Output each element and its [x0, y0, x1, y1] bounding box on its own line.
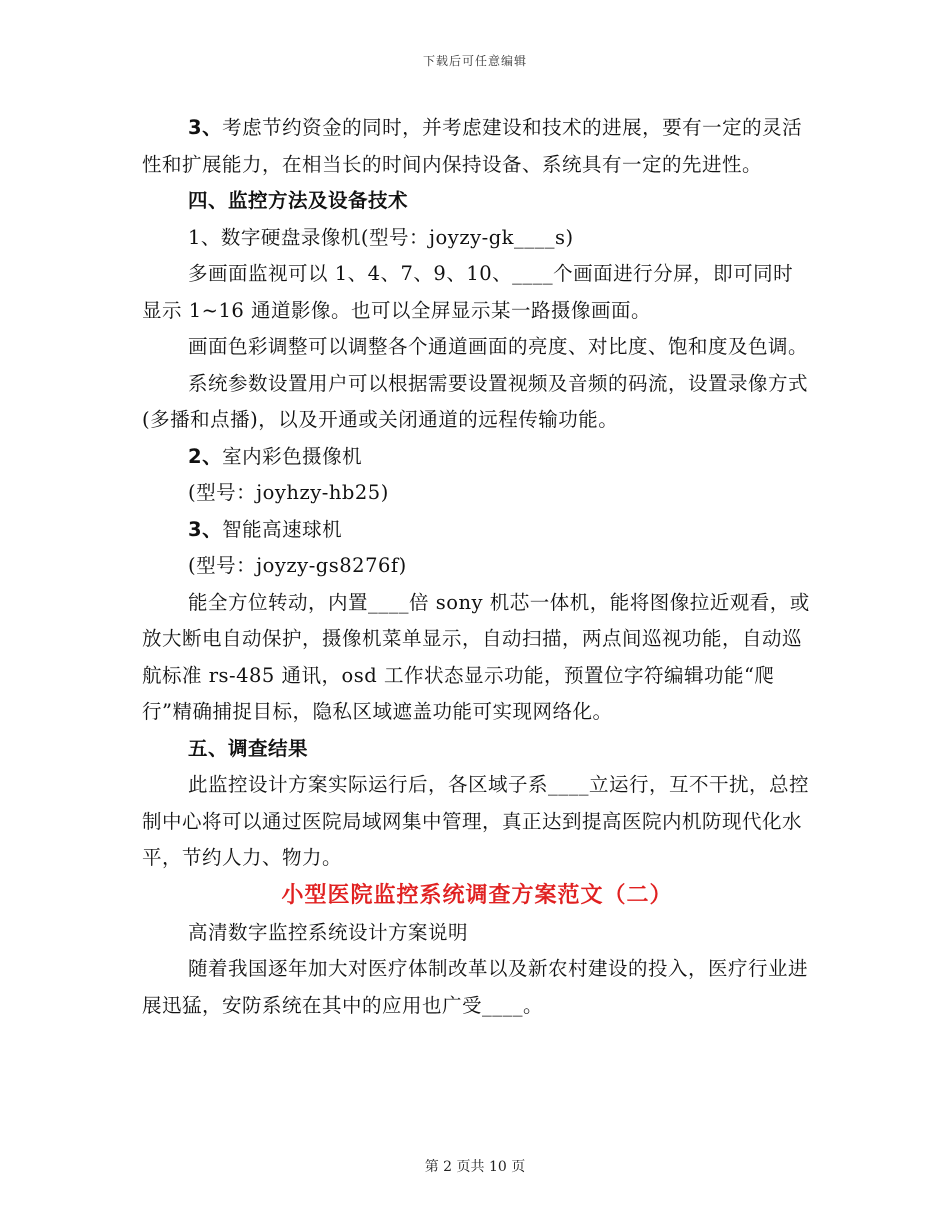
paragraph-indoor-camera-model: (型号：joyhzy-hb25) — [188, 481, 389, 504]
paragraph-hd-plan: 高清数字监控系统设计方案说明 — [188, 920, 469, 944]
list-number: 3、 — [188, 517, 223, 541]
heading-section-4: 四、监控方法及设备技术 — [188, 189, 409, 212]
paragraph-intro: 随着我国逐年加大对医疗体制改革以及新农村建设的投入，医疗行业进展迅猛，安防系统在其中的应用也广受____。 — [142, 957, 809, 1017]
heading-section-5: 五、调查结果 — [188, 736, 309, 760]
document-body — [142, 110, 812, 1024]
list-number: 2、 — [188, 444, 223, 468]
paragraph-speed-dome-model: (型号：joyzy-gs8276f) — [188, 554, 407, 577]
paragraph-results: 此监控设计方案实际运行后，各区域子系____立运行，互不干扰，总控制中心将可以通过医院局域网集中管理，真正达到提高医院内机防现代化水平，节约人力、物力。 — [142, 773, 810, 869]
paragraph-text: 考虑节约资金的同时，并考虑建设和技术的进展，要有一定的灵活性和扩展能力，在相当长的时间内保持设备、系统具有一定的先进性。 — [142, 116, 803, 176]
paragraph-text: 室内彩色摄像机 — [222, 444, 363, 468]
paragraph-color-adjust: 画面色彩调整可以调整各个通道画面的亮度、对比度、饱和度及色调。 — [188, 335, 809, 358]
page-footer: 第 2 页共 10 页 — [424, 1159, 526, 1175]
paragraph-multiscreen: 多画面监视可以 1、4、7、9、10、____个画面进行分屏，即可同时显示 1~16 通道影像。也可以全屏显示某一路摄像画面。 — [142, 262, 794, 322]
list-number: 3、 — [188, 116, 223, 139]
paragraph-speed-dome-features: 能全方位转动，内置____倍 sony 机芯一体机，能将图像拉近观看，或放大断电自动保护，摄像机菜单显示，自动扫描，两点间巡视功能，自动巡航标准 rs-485 通讯，osd 工作状态显示功能，预置位字符编辑功能“爬行”精确捕捉目标，隐私区域遮盖功能可实现网络化。 — [142, 590, 810, 723]
paragraph-indoor-camera — [142, 439, 812, 476]
paragraph-principle-3 — [142, 110, 812, 183]
paragraph-text: 智能高速球机 — [222, 517, 343, 541]
paragraph-dvr-model: 1、数字硬盘录像机(型号：joyzy-gk____s) — [188, 225, 574, 249]
paragraph-speed-dome — [142, 512, 812, 549]
paragraph-system-params: 系统参数设置用户可以根据需要设置视频及音频的码流，设置录像方式(多播和点播)，以及开通或关闭通道的远程传输功能。 — [142, 371, 809, 431]
section-title: 小型医院监控系统调查方案范文（二） — [281, 882, 673, 908]
page-header: 下载后可任意编辑 — [422, 54, 527, 68]
